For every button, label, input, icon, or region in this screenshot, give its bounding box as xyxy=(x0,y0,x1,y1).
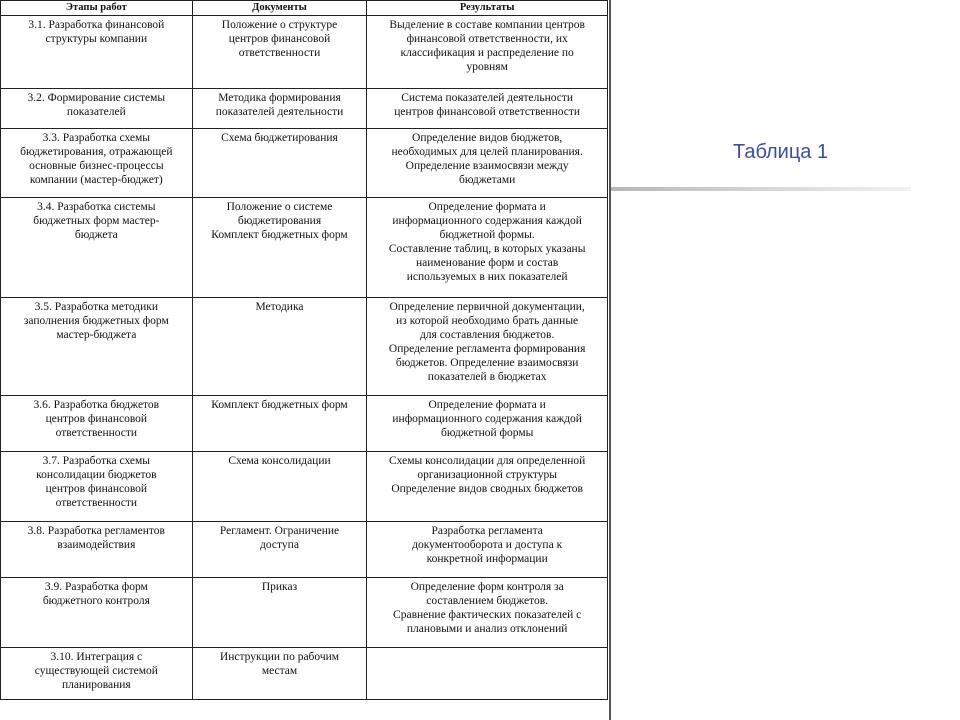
stage-cell: 3.9. Разработка форм бюджетного контроля xyxy=(1,578,193,648)
results-cell: Определение формата и информационного содержания каждой бюджетной формы xyxy=(367,396,608,452)
documents-cell: Комплект бюджетных форм xyxy=(192,396,367,452)
table-header-row xyxy=(1,1,608,16)
results-cell: Схемы консолидации для определенной организационной структуры Определение видов сводных бюджетов xyxy=(367,452,608,522)
table-row xyxy=(1,452,608,522)
results-cell: Выделение в составе компании центров финансовой ответственности, их классификация и распределение по уровням xyxy=(367,16,608,89)
results-cell: Определение видов бюджетов, необходимых для целей планирования. Определение взаимосвязи между бюджетами xyxy=(367,129,608,198)
stage-cell: 3.2. Формирование системы показателей xyxy=(1,89,193,129)
results-cell: Определение формата и информационного содержания каждой бюджетной формы. Составление таблиц, в которых указаны наименование форм и состав используемых в них показателей xyxy=(367,198,608,298)
documents-cell: Инструкции по рабочим местам xyxy=(192,648,367,700)
documents-cell: Регламент. Ограничение доступа xyxy=(192,522,367,578)
stage-cell: 3.6. Разработка бюджетов центров финансовой ответственности xyxy=(1,396,193,452)
table-row xyxy=(1,129,608,198)
table-row xyxy=(1,298,608,396)
stage-cell: 3.1. Разработка финансовой структуры компании xyxy=(1,16,193,89)
stage-cell: 3.7. Разработка схемы консолидации бюджетов центров финансовой ответственности xyxy=(1,452,193,522)
documents-cell: Положение о структуре центров финансовой ответственности xyxy=(192,16,367,89)
results-cell: Определение форм контроля за составлением бюджетов. Сравнение фактических показателей с плановыми и анализ отклонений xyxy=(367,578,608,648)
title-accent-line xyxy=(611,187,911,191)
slide-divider xyxy=(609,0,611,720)
documents-cell: Схема бюджетирования xyxy=(192,129,367,198)
header-stages: Этапы работ xyxy=(1,1,193,16)
table-row xyxy=(1,396,608,452)
results-cell: Система показателей деятельности центров финансовой ответственности xyxy=(367,89,608,129)
slide-title: Таблица 1 xyxy=(733,141,829,163)
documents-cell: Приказ xyxy=(192,578,367,648)
stage-cell: 3.4. Разработка системы бюджетных форм мастер- бюджета xyxy=(1,198,193,298)
documents-cell: Схема консолидации xyxy=(192,452,367,522)
documents-cell: Положение о системе бюджетирования Комплект бюджетных форм xyxy=(192,198,367,298)
table-row xyxy=(1,522,608,578)
table-row xyxy=(1,16,608,89)
stage-cell: 3.8. Разработка регламентов взаимодействия xyxy=(1,522,193,578)
table-row xyxy=(1,578,608,648)
table-row xyxy=(1,648,608,700)
stage-cell: 3.3. Разработка схемы бюджетирования, отражающей основные бизнес-процессы компании (мастер-бюджет) xyxy=(1,129,193,198)
results-cell: Определение первичной документации, из которой необходимо брать данные для составления бюджетов. Определение регламента формирования бюджетов. Определение взаимосвязи показателей в бюджетах xyxy=(367,298,608,396)
stage-cell: 3.10. Интеграция с существующей системой планирования xyxy=(1,648,193,700)
results-cell: Разработка регламента документооборота и доступа к конкретной информации xyxy=(367,522,608,578)
table-row xyxy=(1,198,608,298)
results-cell xyxy=(367,648,608,700)
header-documents: Документы xyxy=(192,1,367,16)
header-results: Результаты xyxy=(367,1,608,16)
documents-cell: Методика xyxy=(192,298,367,396)
stage-cell: 3.5. Разработка методики заполнения бюджетных форм мастер-бюджета xyxy=(1,298,193,396)
documents-cell: Методика формирования показателей деятельности xyxy=(192,89,367,129)
table-row xyxy=(1,89,608,129)
